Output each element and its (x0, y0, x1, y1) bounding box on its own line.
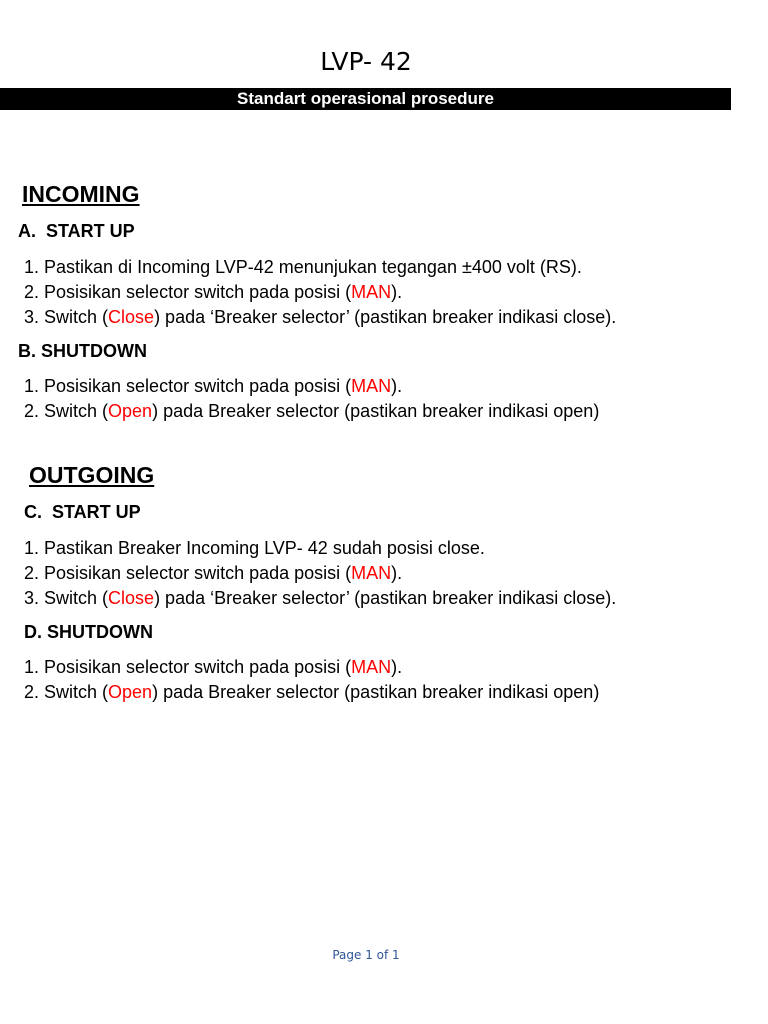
highlight-man: MAN (351, 282, 392, 302)
highlight-close: Close (108, 588, 155, 608)
incoming-startup-step-3 (24, 306, 616, 328)
highlight-open: Open (108, 401, 153, 421)
step-text: 1. Pastikan Breaker Incoming LVP- 42 sudah posisi close. (24, 538, 485, 558)
outgoing-startup-step-1 (24, 537, 485, 559)
page-footer: Page 1 of 1 (332, 948, 400, 962)
step-text: ). (391, 657, 403, 677)
document-title: LVP- 42 (320, 47, 412, 76)
highlight-man: MAN (351, 376, 392, 396)
incoming-startup-step-2 (24, 281, 402, 303)
highlight-open: Open (108, 682, 153, 702)
step-text: 1. Posisikan selector switch pada posisi ( (24, 657, 352, 677)
step-text: 2. Posisikan selector switch pada posisi ( (24, 282, 352, 302)
step-text: ) pada ‘Breaker selector’ (pastikan breaker indikasi close). (154, 588, 617, 608)
incoming-startup-step-1 (24, 256, 582, 278)
outgoing-shutdown-step-1 (24, 656, 402, 678)
incoming-shutdown-heading: B. SHUTDOWN (18, 341, 147, 361)
sop-banner: Standart operasional prosedure (0, 88, 731, 110)
incoming-startup-heading: A. START UP (18, 221, 135, 241)
step-text: ) pada ‘Breaker selector’ (pastikan breaker indikasi close). (154, 307, 617, 327)
step-text: ). (391, 563, 403, 583)
outgoing-startup-step-2 (24, 562, 402, 584)
step-text: ). (391, 282, 403, 302)
step-text: 3. Switch ( (24, 307, 109, 327)
step-text: 1. Pastikan di Incoming LVP-42 menunjukan tegangan ±400 volt (RS). (24, 257, 582, 277)
step-text: ) pada Breaker selector (pastikan breaker indikasi open) (152, 682, 600, 702)
step-text: 2. Switch ( (24, 401, 109, 421)
step-text: 2. Switch ( (24, 682, 109, 702)
incoming-heading: INCOMING (22, 181, 140, 207)
outgoing-heading: OUTGOING (29, 462, 155, 488)
step-text: 1. Posisikan selector switch pada posisi ( (24, 376, 352, 396)
step-text: ) pada Breaker selector (pastikan breaker indikasi open) (152, 401, 600, 421)
highlight-man: MAN (351, 563, 392, 583)
step-text: ). (391, 376, 403, 396)
step-text: 3. Switch ( (24, 588, 109, 608)
outgoing-startup-step-3 (24, 587, 616, 609)
highlight-man: MAN (351, 657, 392, 677)
outgoing-shutdown-heading: D. SHUTDOWN (24, 622, 153, 642)
incoming-shutdown-step-2 (24, 400, 599, 422)
incoming-shutdown-step-1 (24, 375, 402, 397)
outgoing-shutdown-step-2 (24, 681, 599, 703)
outgoing-startup-heading: C. START UP (24, 502, 141, 522)
highlight-close: Close (108, 307, 155, 327)
step-text: 2. Posisikan selector switch pada posisi ( (24, 563, 352, 583)
